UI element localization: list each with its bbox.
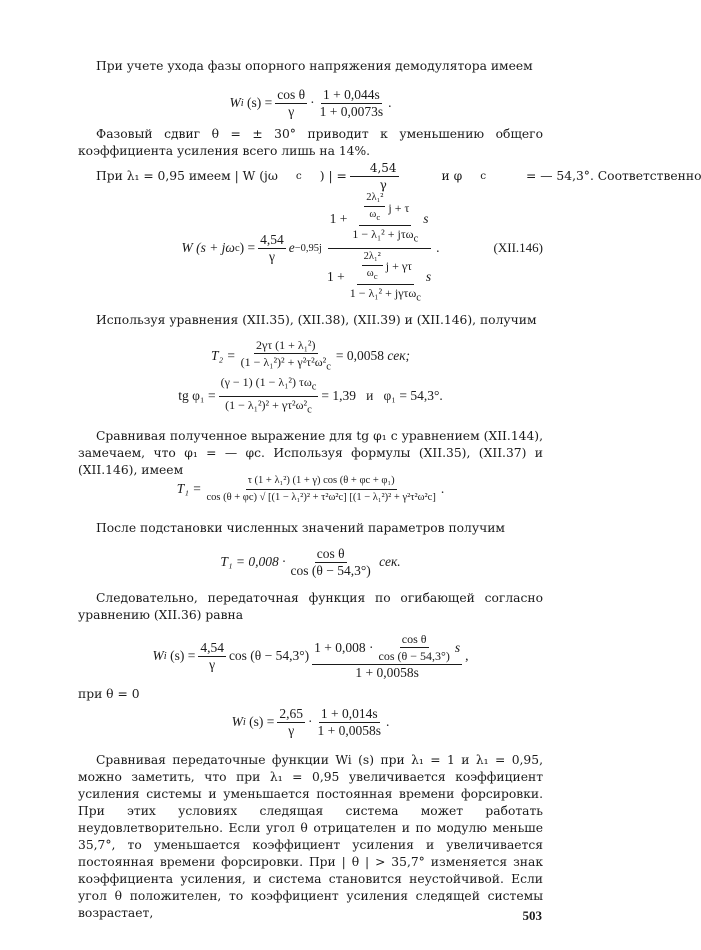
- equation-number: (XII.146): [493, 240, 543, 255]
- paragraph-comparing: Сравнивая полученное выражение для tg φ₁ с уравнением (XII.144), замечаем, что φ₁ = — φc. Используя формулы (XII.35), (XII.37) и (XII.146), имеем: [78, 429, 543, 477]
- paragraph-conclusion: Сравнивая передаточные функции Wi (s) при λ₁ = 1 и λ₁ = 0,95, можно заметить, что при λ₁ = 0,95 увеличивается коэффициент усиления системы и уменьшается постоянная времени форсировки. При этих условиях следящая система может работать неудовлетворительно. Если угол θ отрицателен и по модулю меньше 35,7°, то уменьшается коэффициент усиления и увеличивается постоянная времени форсировки. При | θ | > 35,7° изменяется знак коэффициента усиления, и система становится неустойчивой. Если угол θ положителен, то коэффициент усиления следящей системы возрастает,: [78, 753, 543, 920]
- equation-t2: T₂ = $\frac{\text{2γτ (1 + λ₁²)}}{(1 - \lambda_1^2)^2 + \gamma^2\tau^2\omega^2_c}$ = 0,0058 сек;: [210, 337, 411, 373]
- equation-xii-146: W (s + jω c ) = $\frac{4,54}{\gamma}$ e −0,95j 1 + $\frac{\text{2λ₁²}}{\omega_c}$ j + τ 1 − λ₁² + jτω$_c$ s 1 + $\frac{\text{2λ₁²}}{\omega_c}$ j + γτ 1 − λ₁² + jγτω$_c$ s . (XII.146): [181, 192, 543, 303]
- paragraph-substitution: После подстановки численных значений параметров получим: [96, 521, 505, 535]
- equation-t1: T₁ = $\frac{\text{τ (1 + λ₁²) (1 + γ) cos (θ + φc + φ₁)}}{\text{cos (θ + φc) √ [(1 − λ₁²)² + τ²ω²c] [(1 − λ₁²)² + γ²τ²ω²c]}}$ .: [176, 474, 445, 503]
- paragraph-intro: При учете ухода фазы опорного напряжения демодулятора имеем: [96, 59, 533, 73]
- equation-tg-phi1: tg φ₁ = $\frac{(\gamma - 1) (1 - \lambda_1^2) \tau\omega_c}{(1 - \lambda_1^2)^2 + \gamma\tau^2\omega^2_c}$ = 1,39 и φ₁ = 54,3°.: [178, 375, 443, 415]
- equation-wi-phase: W i (s) = $\frac{\text{cos θ}}{\gamma}$ · $\frac{1 + 0,044s}{1 + 0,0073s}$ .: [229, 86, 392, 119]
- paragraph-transfer-function: Следовательно, передаточная функция по огибающей согласно уравнению (XII.36) равна: [78, 591, 543, 622]
- paragraph-theta-zero: при θ = 0: [78, 687, 140, 701]
- equation-wi-theta-zero: W i (s) = $\frac{2,65}{\gamma}$ · $\frac{1 + 0,014s}{1 + 0,0058s}$ .: [231, 705, 390, 738]
- paragraph-using-equations: Используя уравнения (XII.35), (XII.38), (XII.39) и (XII.146), получим: [96, 313, 537, 327]
- paragraph-phase-shift: Фазовый сдвиг θ = ± 30° приводит к уменьшению общего коэффициента усиления всего лишь на 14%.: [78, 127, 543, 158]
- page-number: 503: [522, 908, 542, 923]
- equation-wi-general: W i (s) = $\frac{4,54}{\gamma}$ cos (θ − 54,3°) 1 + 0,008 · $\frac{\text{cos θ}}{\cos (\theta - 54,3^\circ)}$ s 1 + 0,0058s ,: [152, 632, 469, 680]
- paragraph-lambda-095: При λ₁ = 0,95 имеем | W (jω c ) | = $\frac{4,54}{\gamma}$ и φ c = — 54,3°. Соответственно: [96, 161, 701, 192]
- equation-t1-numeric: T₁ = 0,008 · $\frac{\text{cos θ}}{\cos (\theta - 54,3^\circ)}$ сек.: [220, 545, 401, 578]
